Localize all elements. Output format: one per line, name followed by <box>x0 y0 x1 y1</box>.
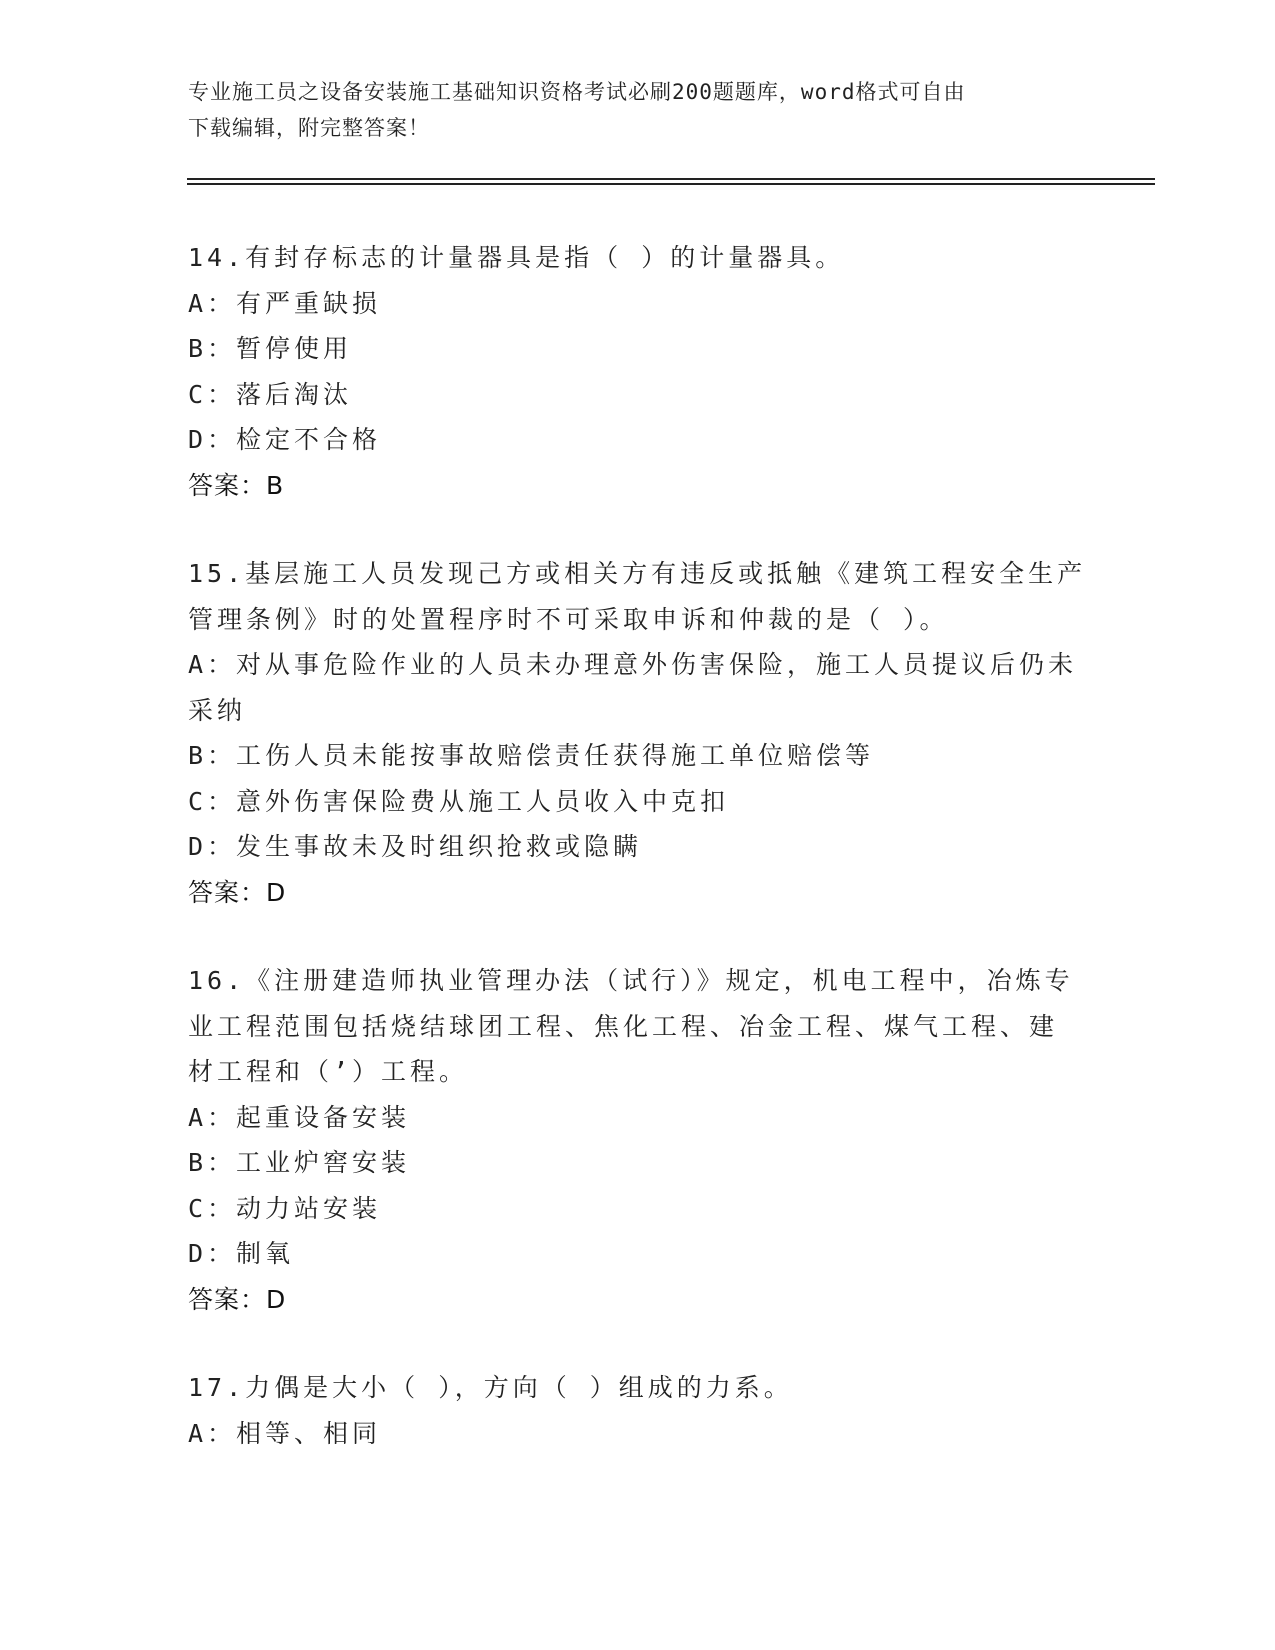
answer-option: A：对从事危险作业的人员未办理意外伤害保险，施工人员提议后仍未 <box>188 650 1078 679</box>
header-line-2: 下载编辑，附完整答案！ <box>188 116 430 140</box>
question-stem-line: 15.基层施工人员发现己方或相关方有违反或抵触《建筑工程安全生产 <box>188 559 1087 588</box>
question-stem-line: 业工程范围包括烧结球团工程、焦化工程、冶金工程、煤气工程、建 <box>188 1011 1059 1041</box>
answer-option: B：工业炉窖安装 <box>188 1148 411 1177</box>
answer-option: A：相等、相同 <box>188 1418 382 1448</box>
answer-option: A：起重设备安装 <box>188 1102 411 1132</box>
question-stem-line: 管理条例》时的处置程序时不可采取申诉和仲裁的是（ ）。 <box>188 604 949 634</box>
question-stem-line: 17.力偶是大小（ ），方向（ ）组成的力系。 <box>188 1373 793 1402</box>
answer-option: B：工伤人员未能按事故赔偿责任获得施工单位赔偿等 <box>188 741 875 770</box>
question-block <box>188 235 1088 508</box>
question-block <box>188 551 1088 915</box>
answer-option: A：有严重缺损 <box>188 288 382 318</box>
question-stem-line: 16.《注册建造师执业管理办法（试行）》规定，机电工程中，冶炼专 <box>188 966 1074 995</box>
answer-option: D：检定不合格 <box>188 425 382 454</box>
header-divider-bottom <box>187 183 1155 185</box>
answer-key: 答案：D <box>188 1284 287 1314</box>
question-block <box>188 958 1088 1322</box>
answer-key: 答案：B <box>188 470 285 500</box>
answer-option: D：制氧 <box>188 1239 295 1268</box>
answer-option: 采纳 <box>188 695 247 725</box>
question-list <box>188 235 1088 1499</box>
answer-option: D：发生事故未及时组织抢救或隐瞒 <box>188 832 643 861</box>
question-block <box>188 1365 1088 1456</box>
answer-option: C：意外伤害保险费从施工人员收入中克扣 <box>188 786 730 816</box>
answer-option: B：暂停使用 <box>188 334 353 363</box>
question-stem-line: 14.有封存标志的计量器具是指（ ）的计量器具。 <box>188 243 845 272</box>
header-divider-top <box>187 178 1155 180</box>
question-stem-line: 材工程和（’）工程。 <box>188 1057 469 1086</box>
answer-option: C：落后淘汰 <box>188 379 353 409</box>
document-header <box>188 74 1068 146</box>
answer-key: 答案：D <box>188 877 287 907</box>
answer-option: C：动力站安装 <box>188 1193 382 1223</box>
header-line-1: 专业施工员之设备安装施工基础知识资格考试必刷200题题库，word格式可自由 <box>188 80 966 104</box>
